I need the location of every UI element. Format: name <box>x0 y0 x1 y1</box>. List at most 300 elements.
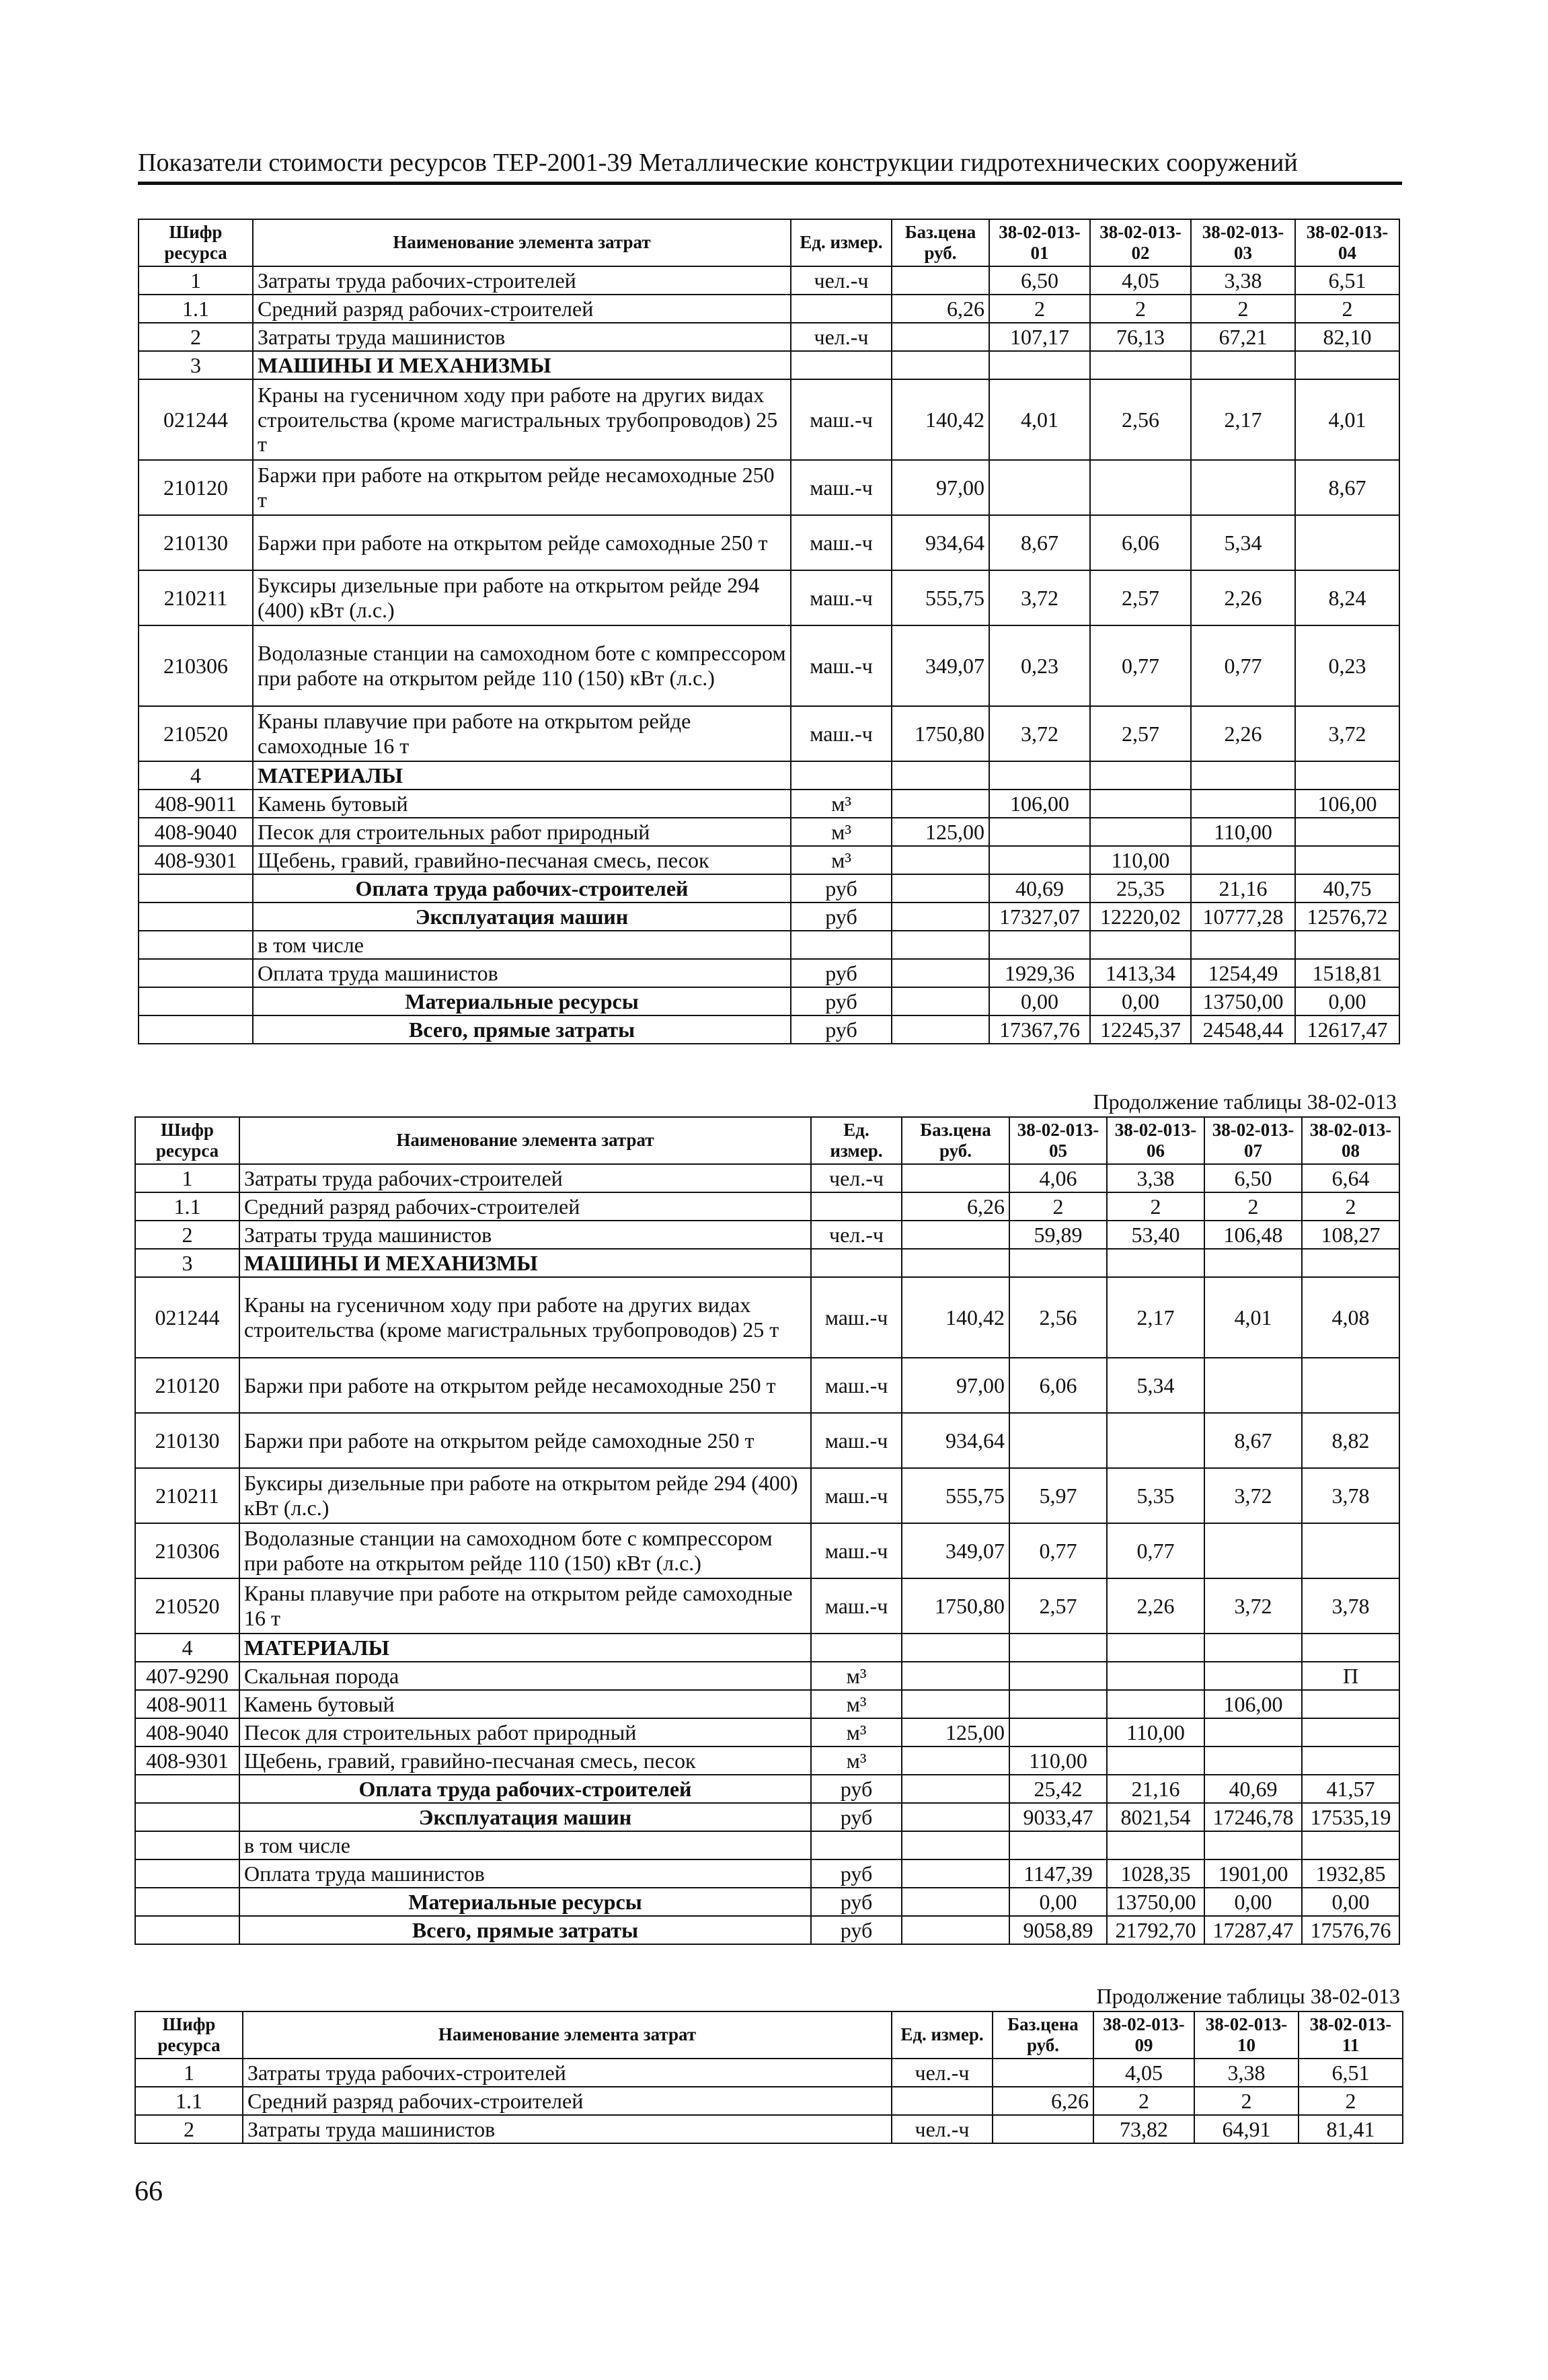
value-cell: 1901,00 <box>1204 1859 1302 1888</box>
value-cell: 2 <box>1090 295 1191 323</box>
value-cell: 0,00 <box>1204 1888 1302 1916</box>
base-price-cell <box>902 1249 1009 1277</box>
page-header: Показатели стоимости ресурсов ТЕР-2001-39 Металлические конструкции гидротехнических сооружений <box>138 149 1298 177</box>
table-row <box>135 1634 1399 1662</box>
value-cell: 8,67 <box>989 515 1090 570</box>
value-cell: 6,50 <box>989 266 1090 295</box>
base-price-cell: 125,00 <box>902 1718 1009 1746</box>
value-cell: 6,06 <box>1090 515 1191 570</box>
cost-element-name: Затраты труда машинистов <box>253 323 791 351</box>
value-cell: 4,01 <box>1295 379 1399 460</box>
column-header: 38-02-013-06 <box>1107 1117 1204 1164</box>
resource-code: 1.1 <box>135 2087 243 2115</box>
resource-code: 1 <box>139 266 253 295</box>
column-header: Ед. измер. <box>892 2011 993 2059</box>
value-cell <box>1090 460 1191 515</box>
value-cell <box>1204 1523 1302 1578</box>
table-row <box>139 790 1399 818</box>
cost-element-name: Затраты труда машинистов <box>243 2115 892 2143</box>
value-cell: 21,16 <box>1107 1775 1204 1803</box>
unit-cell: м³ <box>811 1662 902 1690</box>
value-cell: 110,00 <box>1107 1718 1204 1746</box>
table-row <box>139 379 1399 460</box>
resource-code: 210211 <box>135 1468 239 1523</box>
value-cell: 0,77 <box>1009 1523 1107 1578</box>
value-cell: 4,08 <box>1302 1277 1399 1358</box>
resource-code: 210306 <box>139 625 253 706</box>
value-cell: 8,24 <box>1295 570 1399 625</box>
base-price-cell <box>892 266 989 295</box>
value-cell: 110,00 <box>1090 846 1191 874</box>
value-cell <box>1009 1413 1107 1468</box>
table-row <box>139 874 1399 903</box>
unit-cell: маш.-ч <box>811 1413 902 1468</box>
unit-cell: руб <box>811 1775 902 1803</box>
base-price-cell <box>902 1662 1009 1690</box>
value-cell: 2,17 <box>1191 379 1295 460</box>
column-header: Баз.цена руб. <box>892 219 989 266</box>
value-cell <box>1204 1746 1302 1775</box>
base-price-cell: 125,00 <box>892 818 989 846</box>
value-cell: 25,42 <box>1009 1775 1107 1803</box>
column-header: 38-02-013-02 <box>1090 219 1191 266</box>
cost-element-name: Щебень, гравий, гравийно-песчаная смесь, песок <box>253 846 791 874</box>
value-cell: 12617,47 <box>1295 1015 1399 1044</box>
value-cell <box>1009 1690 1107 1718</box>
base-price-cell <box>892 903 989 931</box>
column-header: 38-02-013-10 <box>1194 2011 1299 2059</box>
resource-code: 4 <box>135 1634 239 1662</box>
cost-element-name: Буксиры дизельные при работе на открытом рейде 294 (400) кВт (л.с.) <box>239 1468 811 1523</box>
resource-code <box>139 987 253 1015</box>
value-cell <box>1107 1662 1204 1690</box>
value-cell <box>1295 351 1399 379</box>
value-cell: 0,77 <box>1107 1523 1204 1578</box>
unit-cell: маш.-ч <box>811 1358 902 1413</box>
unit-cell <box>791 761 892 790</box>
value-cell: 40,69 <box>1204 1775 1302 1803</box>
column-header: 38-02-013-11 <box>1299 2011 1403 2059</box>
resource-code: 210130 <box>135 1413 239 1468</box>
value-cell: 41,57 <box>1302 1775 1399 1803</box>
base-price-cell <box>993 2059 1093 2087</box>
header-rule <box>138 182 1402 185</box>
base-price-cell: 934,64 <box>892 515 989 570</box>
value-cell <box>1090 351 1191 379</box>
value-cell: 3,78 <box>1302 1578 1399 1634</box>
value-cell: 106,00 <box>989 790 1090 818</box>
value-cell: 3,72 <box>1295 706 1399 761</box>
value-cell: 2 <box>1302 1192 1399 1221</box>
table-row <box>135 1916 1399 1944</box>
value-cell: 2 <box>1191 295 1295 323</box>
value-cell <box>1090 818 1191 846</box>
value-cell: 81,41 <box>1299 2115 1403 2143</box>
table-row <box>135 2115 1403 2143</box>
unit-cell <box>811 1192 902 1221</box>
value-cell: П <box>1302 1662 1399 1690</box>
value-cell: 17535,19 <box>1302 1803 1399 1831</box>
table-row <box>135 1746 1399 1775</box>
resource-code: 210130 <box>139 515 253 570</box>
value-cell: 5,34 <box>1107 1358 1204 1413</box>
base-price-cell <box>902 1634 1009 1662</box>
value-cell: 25,35 <box>1090 874 1191 903</box>
cost-element-name: МАТЕРИАЛЫ <box>253 761 791 790</box>
value-cell <box>1204 1831 1302 1859</box>
unit-cell: м³ <box>811 1746 902 1775</box>
value-cell <box>1009 1662 1107 1690</box>
value-cell: 0,00 <box>1090 987 1191 1015</box>
value-cell: 1254,49 <box>1191 959 1295 987</box>
unit-cell: маш.-ч <box>811 1523 902 1578</box>
cost-element-name: Затраты труда рабочих-строителей <box>239 1164 811 1192</box>
value-cell <box>1302 1249 1399 1277</box>
cost-element-name: Щебень, гравий, гравийно-песчаная смесь, песок <box>239 1746 811 1775</box>
table-row <box>139 515 1399 570</box>
resource-code: 1 <box>135 1164 239 1192</box>
resource-code: 1 <box>135 2059 243 2087</box>
value-cell <box>1090 761 1191 790</box>
base-price-cell <box>902 1831 1009 1859</box>
unit-cell: м³ <box>791 818 892 846</box>
value-cell: 108,27 <box>1302 1221 1399 1249</box>
value-cell: 17367,76 <box>989 1015 1090 1044</box>
table-row <box>139 761 1399 790</box>
base-price-cell: 555,75 <box>892 570 989 625</box>
column-header: Наименование элемента затрат <box>243 2011 892 2059</box>
value-cell: 2 <box>1194 2087 1299 2115</box>
cost-element-name: Затраты труда машинистов <box>239 1221 811 1249</box>
value-cell: 8,67 <box>1204 1413 1302 1468</box>
value-cell <box>1107 1413 1204 1468</box>
resource-code: 408-9301 <box>135 1746 239 1775</box>
value-cell: 2 <box>1009 1192 1107 1221</box>
column-header: Шифр ресурса <box>139 219 253 266</box>
value-cell: 3,38 <box>1107 1164 1204 1192</box>
base-price-cell: 1750,80 <box>892 706 989 761</box>
base-price-cell: 97,00 <box>902 1358 1009 1413</box>
table-row <box>135 1164 1399 1192</box>
column-header: Наименование элемента затрат <box>239 1117 811 1164</box>
cost-element-name: Оплата труда рабочих-строителей <box>253 874 791 903</box>
unit-cell: маш.-ч <box>811 1468 902 1523</box>
cost-element-name: Эксплуатация машин <box>239 1803 811 1831</box>
column-header: Шифр ресурса <box>135 1117 239 1164</box>
value-cell: 67,21 <box>1191 323 1295 351</box>
cost-element-name: Затраты труда рабочих-строителей <box>243 2059 892 2087</box>
value-cell <box>1302 1718 1399 1746</box>
unit-cell: маш.-ч <box>791 515 892 570</box>
base-price-cell <box>993 2115 1093 2143</box>
table-row <box>135 2059 1403 2087</box>
value-cell: 2 <box>1107 1192 1204 1221</box>
table-row <box>139 570 1399 625</box>
unit-cell: маш.-ч <box>791 379 892 460</box>
table-row <box>135 1803 1399 1831</box>
value-cell: 13750,00 <box>1107 1888 1204 1916</box>
value-cell <box>1204 1249 1302 1277</box>
value-cell: 21792,70 <box>1107 1916 1204 1944</box>
cost-element-name: Баржи при работе на открытом рейде самоходные 250 т <box>253 515 791 570</box>
unit-cell <box>811 1249 902 1277</box>
cost-element-name: Краны на гусеничном ходу при работе на других видах строительства (кроме магистральных трубопроводов) 25 т <box>253 379 791 460</box>
unit-cell <box>811 1831 902 1859</box>
value-cell: 6,51 <box>1295 266 1399 295</box>
unit-cell: руб <box>791 1015 892 1044</box>
base-price-cell: 1750,80 <box>902 1578 1009 1634</box>
value-cell: 3,72 <box>1204 1578 1302 1634</box>
table-row <box>135 1888 1399 1916</box>
unit-cell: руб <box>791 959 892 987</box>
base-price-cell <box>892 351 989 379</box>
value-cell: 110,00 <box>1191 818 1295 846</box>
resource-code: 210306 <box>135 1523 239 1578</box>
column-header: 38-02-013-08 <box>1302 1117 1399 1164</box>
table-row <box>139 846 1399 874</box>
value-cell <box>1107 1249 1204 1277</box>
base-price-cell <box>902 1690 1009 1718</box>
column-header: 38-02-013-03 <box>1191 219 1295 266</box>
base-price-cell: 349,07 <box>892 625 989 706</box>
unit-cell: м³ <box>791 846 892 874</box>
value-cell <box>1191 351 1295 379</box>
cost-element-name: Всего, прямые затраты <box>239 1916 811 1944</box>
value-cell <box>1191 846 1295 874</box>
value-cell: 40,69 <box>989 874 1090 903</box>
value-cell: 1929,36 <box>989 959 1090 987</box>
base-price-cell <box>902 1803 1009 1831</box>
value-cell <box>1204 1662 1302 1690</box>
value-cell <box>1191 931 1295 959</box>
table-row <box>135 1468 1399 1523</box>
value-cell: 17327,07 <box>989 903 1090 931</box>
resource-code: 2 <box>135 1221 239 1249</box>
table-row <box>139 903 1399 931</box>
value-cell: 4,05 <box>1093 2059 1194 2087</box>
cost-element-name: Баржи при работе на открытом рейде самоходные 250 т <box>239 1413 811 1468</box>
resource-table-1 <box>138 219 1400 1044</box>
unit-cell: м³ <box>791 790 892 818</box>
cost-element-name: Краны плавучие при работе на открытом рейде самоходные 16 т <box>253 706 791 761</box>
value-cell: 3,38 <box>1194 2059 1299 2087</box>
value-cell: 64,91 <box>1194 2115 1299 2143</box>
value-cell: 4,06 <box>1009 1164 1107 1192</box>
column-header: Баз.цена руб. <box>902 1117 1009 1164</box>
resource-table-3 <box>134 2011 1403 2144</box>
base-price-cell <box>892 931 989 959</box>
unit-cell: м³ <box>811 1718 902 1746</box>
cost-element-name: Водолазные станции на самоходном боте с компрессором при работе на открытом рейде 110 (150) кВт (л.с.) <box>239 1523 811 1578</box>
table-row <box>139 351 1399 379</box>
table-row <box>139 295 1399 323</box>
column-header: 38-02-013-01 <box>989 219 1090 266</box>
base-price-cell <box>892 987 989 1015</box>
value-cell: 40,75 <box>1295 874 1399 903</box>
value-cell: 0,00 <box>1295 987 1399 1015</box>
resource-code: 210520 <box>139 706 253 761</box>
value-cell <box>1295 846 1399 874</box>
resource-code: 210211 <box>139 570 253 625</box>
table-row <box>135 1277 1399 1358</box>
unit-cell: чел.-ч <box>791 266 892 295</box>
value-cell: 12220,02 <box>1090 903 1191 931</box>
table-row <box>139 323 1399 351</box>
value-cell <box>989 846 1090 874</box>
value-cell: 2,56 <box>1090 379 1191 460</box>
column-header: 38-02-013-07 <box>1204 1117 1302 1164</box>
resource-code: 408-9040 <box>135 1718 239 1746</box>
resource-code: 210120 <box>135 1358 239 1413</box>
value-cell: 3,78 <box>1302 1468 1399 1523</box>
value-cell <box>989 931 1090 959</box>
cost-element-name: МАШИНЫ И МЕХАНИЗМЫ <box>239 1249 811 1277</box>
resource-code <box>135 1775 239 1803</box>
value-cell <box>1107 1634 1204 1662</box>
value-cell <box>1302 1831 1399 1859</box>
value-cell: 1518,81 <box>1295 959 1399 987</box>
table-row <box>139 931 1399 959</box>
table-row <box>139 706 1399 761</box>
cost-element-name: Баржи при работе на открытом рейде несамоходные 250 т <box>253 460 791 515</box>
value-cell: 2,26 <box>1107 1578 1204 1634</box>
unit-cell: маш.-ч <box>791 625 892 706</box>
base-price-cell <box>902 1888 1009 1916</box>
value-cell: 5,97 <box>1009 1468 1107 1523</box>
table-row <box>135 1662 1399 1690</box>
resource-code: 408-9011 <box>139 790 253 818</box>
unit-cell <box>811 1634 902 1662</box>
value-cell: 106,00 <box>1204 1690 1302 1718</box>
cost-element-name: Песок для строительных работ природный <box>239 1718 811 1746</box>
value-cell <box>1107 1831 1204 1859</box>
value-cell <box>1295 931 1399 959</box>
value-cell: 106,00 <box>1295 790 1399 818</box>
resource-code: 4 <box>139 761 253 790</box>
unit-cell: маш.-ч <box>811 1277 902 1358</box>
table-row <box>135 1358 1399 1413</box>
value-cell: 53,40 <box>1107 1221 1204 1249</box>
value-cell: 1932,85 <box>1302 1859 1399 1888</box>
resource-code <box>135 1803 239 1831</box>
resource-table-2 <box>134 1116 1400 1945</box>
unit-cell: чел.-ч <box>811 1164 902 1192</box>
value-cell: 2,57 <box>1009 1578 1107 1634</box>
unit-cell: руб <box>791 874 892 903</box>
value-cell: 2,57 <box>1090 570 1191 625</box>
value-cell: 2,26 <box>1191 570 1295 625</box>
resource-code: 1.1 <box>139 295 253 323</box>
unit-cell: маш.-ч <box>791 706 892 761</box>
resource-code: 2 <box>139 323 253 351</box>
base-price-cell: 6,26 <box>902 1192 1009 1221</box>
value-cell: 110,00 <box>1009 1746 1107 1775</box>
column-header: 38-02-013-05 <box>1009 1117 1107 1164</box>
resource-code: 407-9290 <box>135 1662 239 1690</box>
base-price-cell <box>892 846 989 874</box>
table-row <box>139 959 1399 987</box>
column-header: Ед. измер. <box>811 1117 902 1164</box>
value-cell <box>1302 1746 1399 1775</box>
base-price-cell <box>902 1164 1009 1192</box>
table-row <box>139 1015 1399 1044</box>
cost-element-name: Краны плавучие при работе на открытом рейде самоходные 16 т <box>239 1578 811 1634</box>
resource-code: 3 <box>139 351 253 379</box>
unit-cell: маш.-ч <box>791 460 892 515</box>
cost-element-name: Оплата труда рабочих-строителей <box>239 1775 811 1803</box>
value-cell: 3,72 <box>989 706 1090 761</box>
value-cell <box>1009 1718 1107 1746</box>
table-row <box>135 2087 1403 2115</box>
value-cell <box>989 460 1090 515</box>
value-cell <box>1204 1358 1302 1413</box>
value-cell: 2 <box>1299 2087 1403 2115</box>
cost-element-name: Краны на гусеничном ходу при работе на других видах строительства (кроме магистральных трубопроводов) 25 т <box>239 1277 811 1358</box>
resource-code: 2 <box>135 2115 243 2143</box>
table-row <box>135 1221 1399 1249</box>
unit-cell: руб <box>791 903 892 931</box>
table-row <box>135 1859 1399 1888</box>
value-cell <box>989 761 1090 790</box>
base-price-cell <box>892 790 989 818</box>
value-cell <box>1302 1690 1399 1718</box>
unit-cell <box>892 2087 993 2115</box>
value-cell: 76,13 <box>1090 323 1191 351</box>
base-price-cell: 140,42 <box>902 1277 1009 1358</box>
value-cell: 21,16 <box>1191 874 1295 903</box>
resource-code: 210520 <box>135 1578 239 1634</box>
resource-code <box>135 1916 239 1944</box>
column-header: Баз.цена руб. <box>993 2011 1093 2059</box>
value-cell: 17576,76 <box>1302 1916 1399 1944</box>
value-cell: 24548,44 <box>1191 1015 1295 1044</box>
cost-element-name: Материальные ресурсы <box>239 1888 811 1916</box>
value-cell: 5,34 <box>1191 515 1295 570</box>
value-cell: 12245,37 <box>1090 1015 1191 1044</box>
unit-cell: м³ <box>811 1690 902 1718</box>
value-cell <box>1191 790 1295 818</box>
cost-element-name: Песок для строительных работ природный <box>253 818 791 846</box>
base-price-cell <box>892 959 989 987</box>
value-cell: 6,51 <box>1299 2059 1403 2087</box>
unit-cell: руб <box>811 1888 902 1916</box>
continuation-caption-2: Продолжение таблицы 38-02-013 <box>1093 1089 1397 1114</box>
value-cell: 1413,34 <box>1090 959 1191 987</box>
value-cell: 8021,54 <box>1107 1803 1204 1831</box>
resource-code: 021244 <box>135 1277 239 1358</box>
table-row <box>135 1775 1399 1803</box>
value-cell: 3,38 <box>1191 266 1295 295</box>
value-cell: 73,82 <box>1093 2115 1194 2143</box>
table-row <box>139 818 1399 846</box>
unit-cell <box>791 931 892 959</box>
table-row <box>139 987 1399 1015</box>
value-cell: 2 <box>1295 295 1399 323</box>
value-cell: 0,00 <box>989 987 1090 1015</box>
unit-cell: руб <box>811 1916 902 1944</box>
cost-element-name: Средний разряд рабочих-строителей <box>253 295 791 323</box>
base-price-cell <box>902 1916 1009 1944</box>
base-price-cell: 97,00 <box>892 460 989 515</box>
cost-element-name: Водолазные станции на самоходном боте с компрессором при работе на открытом рейде 110 (150) кВт (л.с.) <box>253 625 791 706</box>
value-cell: 17246,78 <box>1204 1803 1302 1831</box>
value-cell: 3,72 <box>989 570 1090 625</box>
column-header: 38-02-013-04 <box>1295 219 1399 266</box>
resource-code: 408-9011 <box>135 1690 239 1718</box>
value-cell: 4,01 <box>1204 1277 1302 1358</box>
value-cell: 9058,89 <box>1009 1916 1107 1944</box>
base-price-cell: 349,07 <box>902 1523 1009 1578</box>
